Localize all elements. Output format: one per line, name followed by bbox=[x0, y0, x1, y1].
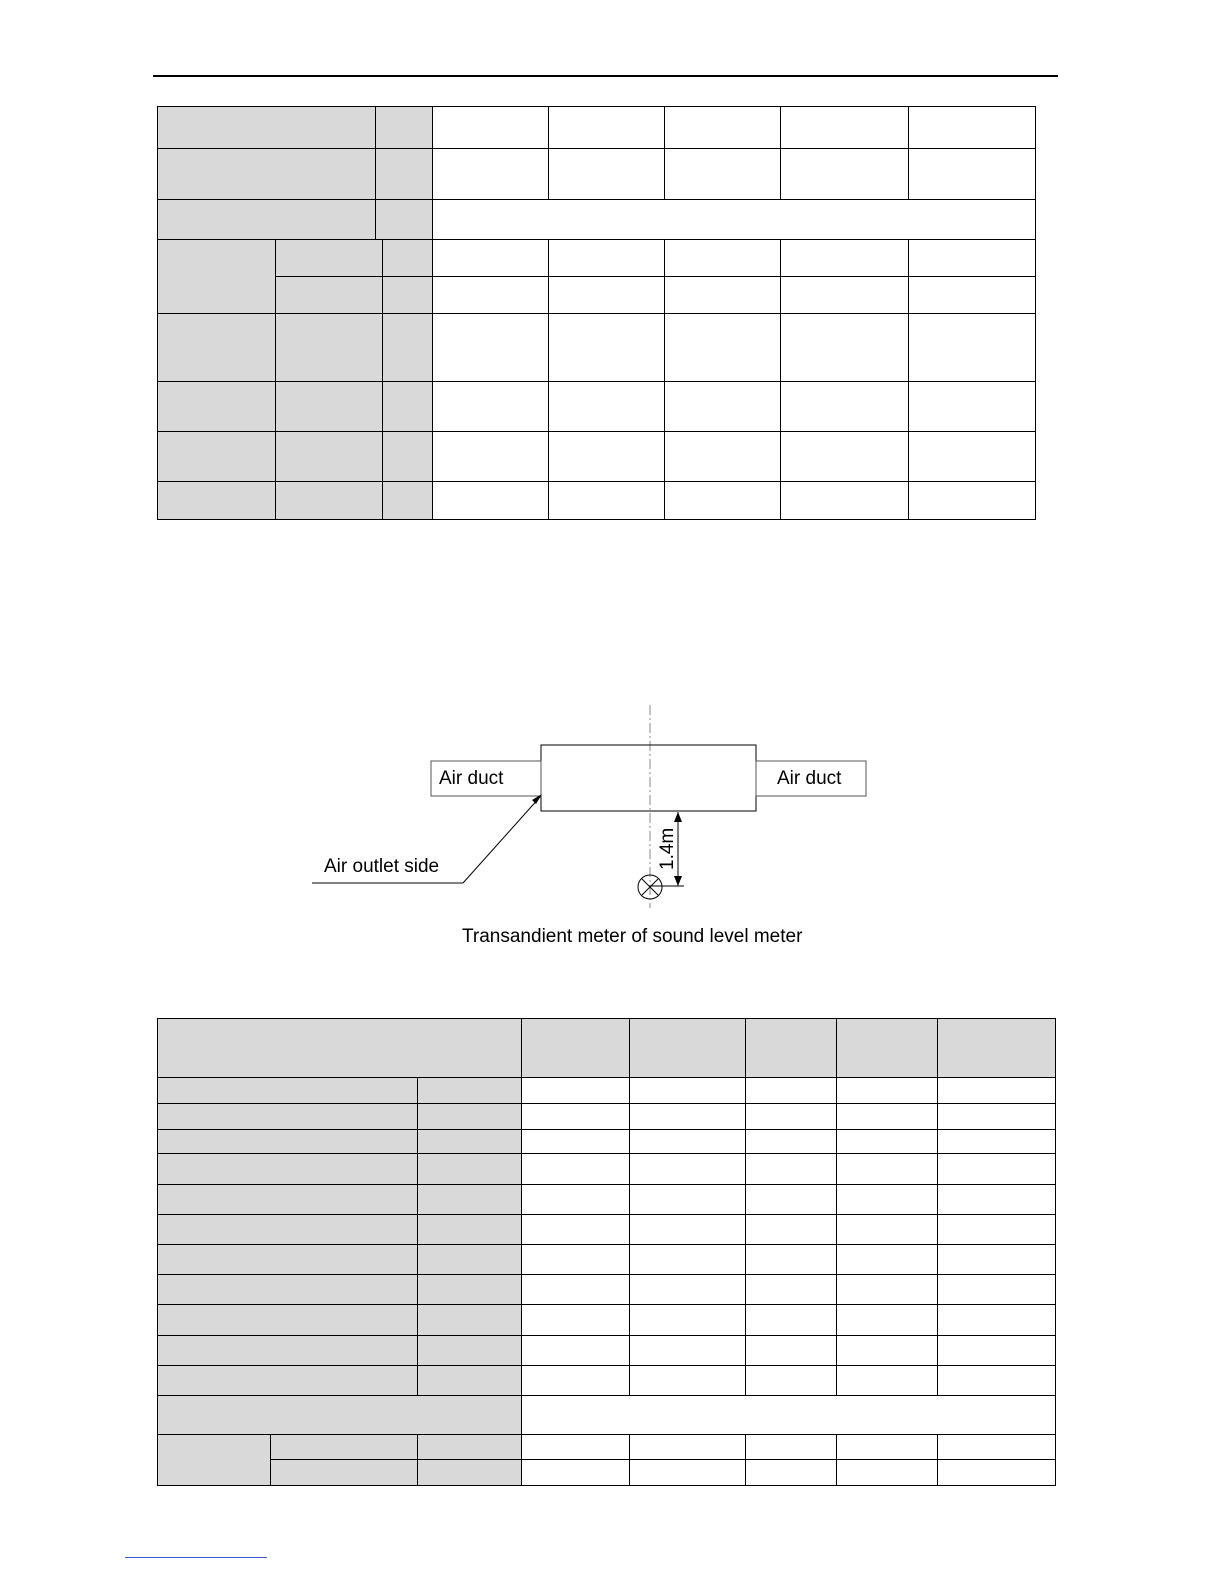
table1-value-cell bbox=[780, 148, 908, 199]
table2-value-cell bbox=[745, 1304, 836, 1335]
left-duct-label: Air duct bbox=[439, 768, 504, 789]
table1-value-cell bbox=[780, 381, 908, 431]
table2-value-cell bbox=[836, 1214, 937, 1244]
table1-value-cell bbox=[908, 239, 1035, 276]
table1-value-cell bbox=[548, 106, 664, 148]
table2-value-cell bbox=[836, 1103, 937, 1129]
table2-value-cell bbox=[521, 1274, 629, 1304]
table2-value-cell bbox=[629, 1184, 745, 1214]
table1-value-cell bbox=[664, 239, 780, 276]
table2-row-label bbox=[157, 1335, 417, 1365]
table1-value-cell bbox=[780, 431, 908, 481]
table2-value-cell bbox=[629, 1077, 745, 1103]
table1-header-cell bbox=[157, 148, 375, 199]
table2-row-label bbox=[157, 1077, 417, 1103]
table1-unit-cell bbox=[382, 431, 432, 481]
table2-value-cell bbox=[937, 1459, 1055, 1485]
table2-subheader-cell bbox=[270, 1459, 417, 1485]
table2-row-label bbox=[157, 1244, 417, 1274]
right-duct-label: Air duct bbox=[777, 768, 842, 789]
table2-value-cell bbox=[836, 1335, 937, 1365]
table2-row-label bbox=[157, 1129, 417, 1153]
table1-value-cell bbox=[780, 239, 908, 276]
table2-column-header bbox=[521, 1018, 629, 1077]
table2-row-unit bbox=[417, 1365, 521, 1395]
meter-label: Transandient meter of sound level meter bbox=[462, 926, 803, 947]
table1-value-cell bbox=[548, 481, 664, 519]
table1-value-cell bbox=[548, 239, 664, 276]
spec-table-1 bbox=[157, 106, 1036, 520]
table2-value-cell bbox=[836, 1184, 937, 1214]
table2-row-unit bbox=[417, 1434, 521, 1459]
table1-header-cell bbox=[157, 199, 375, 239]
table1-unit-cell bbox=[375, 199, 432, 239]
distance-label: 1.4m bbox=[657, 827, 678, 870]
table2-subheader-cell bbox=[270, 1434, 417, 1459]
table2-column-header bbox=[836, 1018, 937, 1077]
table1-subheader-cell bbox=[275, 313, 382, 381]
table2-value-cell bbox=[521, 1214, 629, 1244]
table2-value-cell bbox=[937, 1365, 1055, 1395]
table1-group-cell bbox=[157, 381, 275, 431]
table2-value-cell bbox=[521, 1077, 629, 1103]
table1-value-cell bbox=[908, 148, 1035, 199]
table2-value-cell bbox=[937, 1244, 1055, 1274]
table2-value-cell bbox=[836, 1077, 937, 1103]
outlet-side-label: Air outlet side bbox=[324, 856, 440, 877]
table2-row-label bbox=[157, 1304, 417, 1335]
table2-value-cell bbox=[745, 1244, 836, 1274]
table1-unit-cell bbox=[382, 481, 432, 519]
table2-value-cell bbox=[629, 1365, 745, 1395]
table2-column-header bbox=[937, 1018, 1055, 1077]
table2-value-cell bbox=[937, 1184, 1055, 1214]
table1-value-cell bbox=[432, 106, 548, 148]
table2-value-cell bbox=[629, 1129, 745, 1153]
table1-unit-cell bbox=[382, 276, 432, 313]
table2-row-unit bbox=[417, 1459, 521, 1485]
table2-value-cell bbox=[521, 1434, 629, 1459]
table1-group-cell bbox=[157, 481, 275, 519]
table2-value-cell bbox=[836, 1459, 937, 1485]
table2-value-cell bbox=[836, 1365, 937, 1395]
footer-link-underline bbox=[125, 1557, 267, 1558]
table2-value-cell bbox=[937, 1129, 1055, 1153]
diagram-svg bbox=[300, 700, 900, 960]
table1-value-cell bbox=[432, 381, 548, 431]
table1-subheader-cell bbox=[275, 276, 382, 313]
table2-value-cell bbox=[629, 1214, 745, 1244]
table2-value-cell bbox=[629, 1459, 745, 1485]
table1-value-cell bbox=[664, 481, 780, 519]
table1-value-cell bbox=[664, 106, 780, 148]
spec-table-2 bbox=[157, 1018, 1056, 1486]
table2-row-unit bbox=[417, 1129, 521, 1153]
table1-unit-cell bbox=[382, 239, 432, 276]
table2-value-cell bbox=[836, 1304, 937, 1335]
table2-value-cell bbox=[521, 1103, 629, 1129]
table2-merged-label bbox=[157, 1395, 521, 1434]
table1-value-cell bbox=[780, 313, 908, 381]
table2-value-cell bbox=[521, 1153, 629, 1184]
dimension-arrow-top bbox=[674, 812, 682, 822]
table2-merged-value-cell bbox=[521, 1395, 1055, 1434]
table2-value-cell bbox=[629, 1335, 745, 1365]
table2-value-cell bbox=[745, 1459, 836, 1485]
table2-value-cell bbox=[937, 1434, 1055, 1459]
table2-value-cell bbox=[629, 1304, 745, 1335]
table1-subheader-cell bbox=[275, 431, 382, 481]
header-rule bbox=[153, 75, 1058, 77]
table2-row-unit bbox=[417, 1274, 521, 1304]
table2-value-cell bbox=[521, 1365, 629, 1395]
table1-value-cell bbox=[908, 276, 1035, 313]
table1-group-cell bbox=[157, 239, 275, 313]
table2-value-cell bbox=[937, 1103, 1055, 1129]
table2-value-cell bbox=[836, 1244, 937, 1274]
table2-row-label bbox=[157, 1153, 417, 1184]
table1-value-cell bbox=[432, 148, 548, 199]
table2-row-label bbox=[157, 1103, 417, 1129]
table1-value-cell bbox=[908, 106, 1035, 148]
table1-value-cell bbox=[908, 431, 1035, 481]
table2-row-unit bbox=[417, 1153, 521, 1184]
table2-value-cell bbox=[521, 1184, 629, 1214]
table1-group-cell bbox=[157, 431, 275, 481]
table2-value-cell bbox=[937, 1335, 1055, 1365]
table1-value-cell bbox=[432, 313, 548, 381]
table2-value-cell bbox=[745, 1434, 836, 1459]
table2-value-cell bbox=[937, 1214, 1055, 1244]
table1-header-cell bbox=[157, 106, 375, 148]
table1-value-cell bbox=[548, 148, 664, 199]
table2-value-cell bbox=[745, 1365, 836, 1395]
table2-row-unit bbox=[417, 1077, 521, 1103]
table1-value-cell bbox=[664, 381, 780, 431]
table1-value-cell bbox=[908, 313, 1035, 381]
table1-value-cell bbox=[548, 381, 664, 431]
table2-value-cell bbox=[836, 1153, 937, 1184]
table1-value-cell bbox=[548, 313, 664, 381]
outlet-leader-line bbox=[463, 797, 540, 883]
table1-unit-cell bbox=[382, 313, 432, 381]
table2-row-unit bbox=[417, 1184, 521, 1214]
table1-value-cell bbox=[664, 276, 780, 313]
table1-value-cell bbox=[432, 481, 548, 519]
table2-value-cell bbox=[745, 1129, 836, 1153]
table1-group-cell bbox=[157, 313, 275, 381]
table1-unit-cell bbox=[375, 106, 432, 148]
table2-value-cell bbox=[937, 1304, 1055, 1335]
table1-subheader-cell bbox=[275, 381, 382, 431]
table1-value-cell bbox=[780, 481, 908, 519]
sound-measurement-diagram bbox=[300, 700, 900, 960]
table2-value-cell bbox=[745, 1077, 836, 1103]
table2-value-cell bbox=[745, 1214, 836, 1244]
table2-value-cell bbox=[629, 1244, 745, 1274]
table2-value-cell bbox=[745, 1153, 836, 1184]
table2-row-unit bbox=[417, 1214, 521, 1244]
table2-value-cell bbox=[629, 1153, 745, 1184]
table2-value-cell bbox=[745, 1103, 836, 1129]
table1-value-cell bbox=[432, 431, 548, 481]
table2-value-cell bbox=[521, 1459, 629, 1485]
table2-row-unit bbox=[417, 1244, 521, 1274]
table2-value-cell bbox=[745, 1335, 836, 1365]
table1-value-cell bbox=[664, 313, 780, 381]
table2-row-label bbox=[157, 1214, 417, 1244]
table1-value-cell bbox=[664, 431, 780, 481]
table1-subheader-cell bbox=[275, 239, 382, 276]
table1-unit-cell bbox=[375, 148, 432, 199]
table2-value-cell bbox=[836, 1434, 937, 1459]
unit-box bbox=[541, 745, 756, 811]
table2-column-header bbox=[745, 1018, 836, 1077]
table2-value-cell bbox=[937, 1077, 1055, 1103]
table2-row-label bbox=[157, 1365, 417, 1395]
table1-value-cell bbox=[548, 276, 664, 313]
table1-value-cell bbox=[780, 276, 908, 313]
table1-merged-value-cell bbox=[432, 199, 1035, 239]
table2-value-cell bbox=[629, 1103, 745, 1129]
table2-row-unit bbox=[417, 1103, 521, 1129]
table2-value-cell bbox=[745, 1274, 836, 1304]
table2-value-cell bbox=[521, 1244, 629, 1274]
table2-column-header bbox=[629, 1018, 745, 1077]
table2-value-cell bbox=[521, 1129, 629, 1153]
table1-value-cell bbox=[548, 431, 664, 481]
table2-header-cell bbox=[157, 1018, 521, 1077]
table1-value-cell bbox=[908, 481, 1035, 519]
table1-value-cell bbox=[664, 148, 780, 199]
table1-subheader-cell bbox=[275, 481, 382, 519]
table2-value-cell bbox=[521, 1335, 629, 1365]
table2-group-cell bbox=[157, 1434, 270, 1485]
table2-row-unit bbox=[417, 1335, 521, 1365]
table1-value-cell bbox=[432, 276, 548, 313]
table1-unit-cell bbox=[382, 381, 432, 431]
table2-value-cell bbox=[937, 1274, 1055, 1304]
table2-value-cell bbox=[521, 1304, 629, 1335]
table2-value-cell bbox=[745, 1184, 836, 1214]
dimension-arrow-bottom bbox=[674, 876, 682, 886]
table2-value-cell bbox=[629, 1434, 745, 1459]
table2-row-unit bbox=[417, 1304, 521, 1335]
table1-value-cell bbox=[908, 381, 1035, 431]
table2-value-cell bbox=[629, 1274, 745, 1304]
table1-value-cell bbox=[780, 106, 908, 148]
table2-value-cell bbox=[836, 1274, 937, 1304]
table2-value-cell bbox=[836, 1129, 937, 1153]
table2-row-label bbox=[157, 1184, 417, 1214]
table2-value-cell bbox=[937, 1153, 1055, 1184]
table2-row-label bbox=[157, 1274, 417, 1304]
table1-value-cell bbox=[432, 239, 548, 276]
